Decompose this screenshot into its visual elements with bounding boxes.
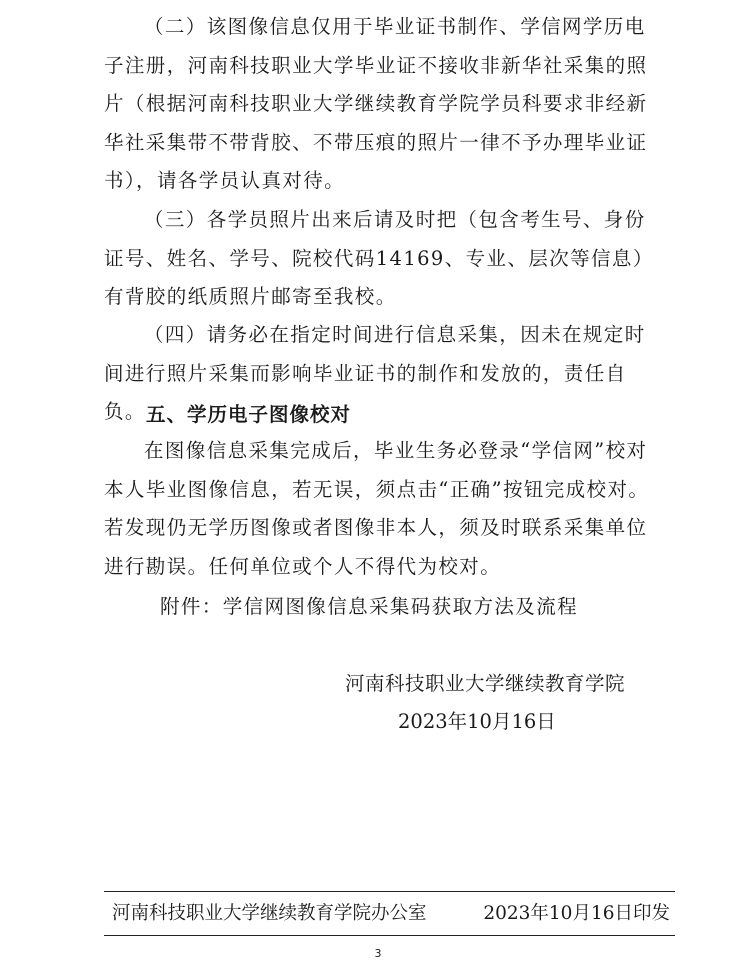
signature-date: 2023年10月16日	[398, 710, 556, 733]
footer-bottom-rule	[104, 935, 675, 936]
signature-organization: 河南科技职业大学继续教育学院	[345, 672, 626, 695]
paragraph-item-2: （二）该图像信息仅用于毕业证书制作、学信网学历电子注册，河南科技职业大学毕业证不接收非新华社采集的照片（根据河南科技职业大学继续教育学院学员科要求非经新华社采集带不带背胶、不带压痕的照片一律不予办理毕业证书），请各学员认真对待。	[104, 15, 648, 192]
footer-top-rule	[104, 891, 675, 892]
paragraph-item-4: （四）请务必在指定时间进行信息采集，因未在规定时间进行照片采集而影响毕业证书的制作和发放的，责任自负。	[104, 323, 646, 423]
footer-issuer: 河南科技职业大学继续教育学院办公室	[112, 903, 427, 924]
attachment-note: 附件：学信网图像信息采集码获取方法及流程	[160, 595, 579, 618]
page-number: 3	[374, 947, 382, 960]
section-heading: 五、学历电子图像校对	[146, 403, 352, 426]
paragraph-item-3: （三）各学员照片出来后请及时把（包含考生号、身份证号、姓名、学号、院校代码14169、专业、层次等信息）有背胶的纸质照片邮寄至我校。	[104, 208, 654, 308]
footer-printed-date: 2023年10月16日印发	[483, 903, 670, 924]
section-paragraph: 在图像信息采集完成后，毕业生务必登录“学信网”校对本人毕业图像信息，若无误，须点击“正确”按钮完成校对。若发现仍无学历图像或者图像非本人，须及时联系采集单位进行勘误。任何单位或个人不得代为校对。	[104, 439, 650, 578]
